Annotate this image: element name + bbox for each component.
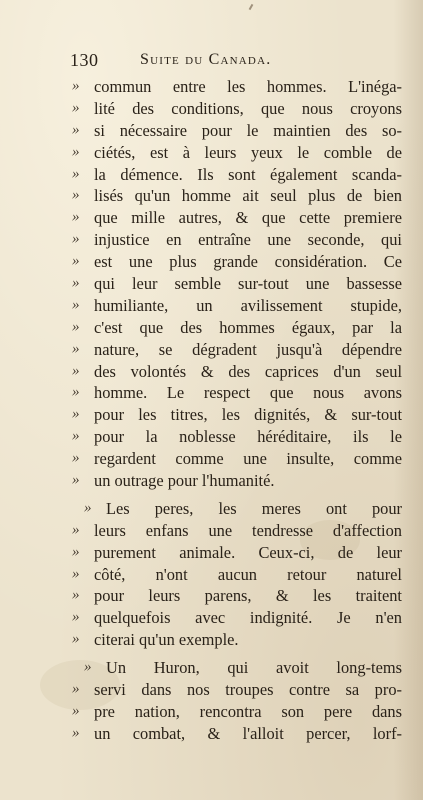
- quotation-guillemet: »: [72, 724, 80, 741]
- page-number: 130: [70, 50, 99, 70]
- text-line: [72, 404, 404, 426]
- quotation-guillemet: »: [72, 78, 80, 94]
- quotation-guillemet: »: [72, 521, 80, 538]
- quotation-guillemet: »: [72, 565, 80, 582]
- line-text: regardent comme une insulte, comme: [94, 449, 402, 469]
- quotation-guillemet: »: [72, 99, 80, 116]
- line-text: pour leurs parens, & les traitent: [94, 586, 402, 606]
- line-text: Un Huron, qui avoit long-tems: [106, 658, 402, 678]
- text-line: [72, 142, 404, 164]
- text-line: [72, 207, 404, 229]
- quotation-guillemet: »: [72, 406, 80, 423]
- line-text: la démence. Ils sont également scanda-: [94, 164, 402, 184]
- text-line: [72, 273, 404, 295]
- quotation-guillemet: »: [72, 702, 80, 719]
- quotation-guillemet: »: [72, 253, 80, 270]
- quotation-guillemet: »: [72, 296, 80, 313]
- running-head: Suite du Canada.: [140, 51, 272, 68]
- quotation-guillemet: »: [72, 209, 80, 226]
- text-line: [72, 542, 404, 564]
- text-line: [72, 679, 404, 701]
- text-line: [72, 76, 404, 98]
- text-line: [72, 520, 404, 542]
- line-text: un outrage pour l'humanité.: [94, 471, 275, 491]
- text-line: [72, 120, 404, 142]
- line-text: servi dans nos troupes contre sa pro-: [94, 680, 402, 700]
- quotation-guillemet: »: [72, 543, 80, 560]
- line-text: quelquefois avec indignité. Je n'en: [94, 608, 402, 628]
- quotation-guillemet: »: [72, 143, 80, 160]
- text-line: [72, 629, 404, 651]
- text-line: [72, 701, 404, 723]
- line-text: ciétés, est à leurs yeux le comble de: [94, 142, 402, 162]
- line-text: lisés qu'un homme ait seul plus de bien: [94, 186, 402, 206]
- line-text: des volontés & des caprices d'un seul: [94, 361, 402, 381]
- text-line: [72, 317, 404, 339]
- text-line: [72, 251, 404, 273]
- line-text: qui leur semble sur-tout une bassesse: [94, 274, 402, 294]
- line-text: que mille autres, & que cette premiere: [94, 208, 402, 228]
- quotation-guillemet: »: [72, 362, 80, 379]
- text-line: [72, 361, 404, 383]
- line-text: pour la noblesse héréditaire, ils le: [94, 427, 402, 447]
- line-text: est une plus grande considération. Ce: [94, 252, 402, 272]
- quotation-guillemet: »: [72, 187, 80, 204]
- text-line: [72, 98, 404, 120]
- line-text: Les peres, les meres ont pour: [106, 498, 402, 518]
- quotation-guillemet: »: [72, 428, 80, 445]
- text-line: [72, 339, 404, 361]
- quotation-guillemet: »: [72, 318, 80, 335]
- line-text: nature, se dégradent jusqu'à dépendre: [94, 339, 402, 359]
- line-text: citerai qu'un exemple.: [94, 630, 239, 650]
- text-line: [72, 564, 404, 586]
- ink-mark: [249, 4, 254, 10]
- line-text: côté, n'ont aucun retour naturel: [94, 564, 402, 584]
- line-text: homme. Le respect que nous avons: [94, 383, 402, 403]
- quotation-guillemet: »: [84, 659, 92, 676]
- page-header: [70, 50, 400, 74]
- quotation-guillemet: »: [72, 631, 80, 648]
- text-line: [72, 657, 404, 679]
- quotation-guillemet: »: [72, 165, 80, 182]
- text-line: [72, 295, 404, 317]
- line-text: pour les titres, les dignités, & sur-tout: [94, 405, 402, 425]
- quotation-guillemet: »: [72, 231, 80, 248]
- text-line: [72, 498, 404, 520]
- text-line: [72, 185, 404, 207]
- quotation-guillemet: »: [72, 450, 80, 467]
- quotation-guillemet: »: [72, 275, 80, 292]
- quotation-guillemet: »: [72, 121, 80, 138]
- line-text: purement animale. Ceux-ci, de leur: [94, 542, 402, 562]
- line-text: si nécessaire pour le maintien des so-: [94, 120, 402, 140]
- text-line: [72, 585, 404, 607]
- quotation-guillemet: »: [72, 472, 80, 489]
- text-line: [72, 723, 404, 745]
- text-line: [72, 426, 404, 448]
- body-text: [72, 76, 404, 745]
- line-text: humiliante, un avilissement stupide,: [94, 295, 402, 315]
- quotation-guillemet: »: [72, 681, 80, 698]
- text-line: [72, 229, 404, 251]
- quotation-guillemet: »: [72, 384, 80, 401]
- line-text: injustice en entraîne une seconde, qui: [94, 230, 402, 250]
- quotation-guillemet: »: [72, 340, 80, 357]
- text-line: [72, 382, 404, 404]
- quotation-guillemet: »: [84, 499, 92, 516]
- line-text: lité des conditions, que nous croyons: [94, 98, 402, 118]
- text-line: [72, 607, 404, 629]
- line-text: leurs enfans une tendresse d'affection: [94, 520, 402, 540]
- text-line: [72, 448, 404, 470]
- line-text: pre nation, rencontra son pere dans: [94, 701, 402, 721]
- quotation-guillemet: »: [72, 609, 80, 626]
- text-line: [72, 164, 404, 186]
- line-text: commun entre les hommes. L'inéga-: [94, 77, 402, 96]
- quotation-guillemet: »: [72, 587, 80, 604]
- line-text: c'est que des hommes égaux, par la: [94, 317, 402, 337]
- line-text: un combat, & l'alloit percer, lorf-: [94, 723, 402, 743]
- text-line: [72, 470, 404, 492]
